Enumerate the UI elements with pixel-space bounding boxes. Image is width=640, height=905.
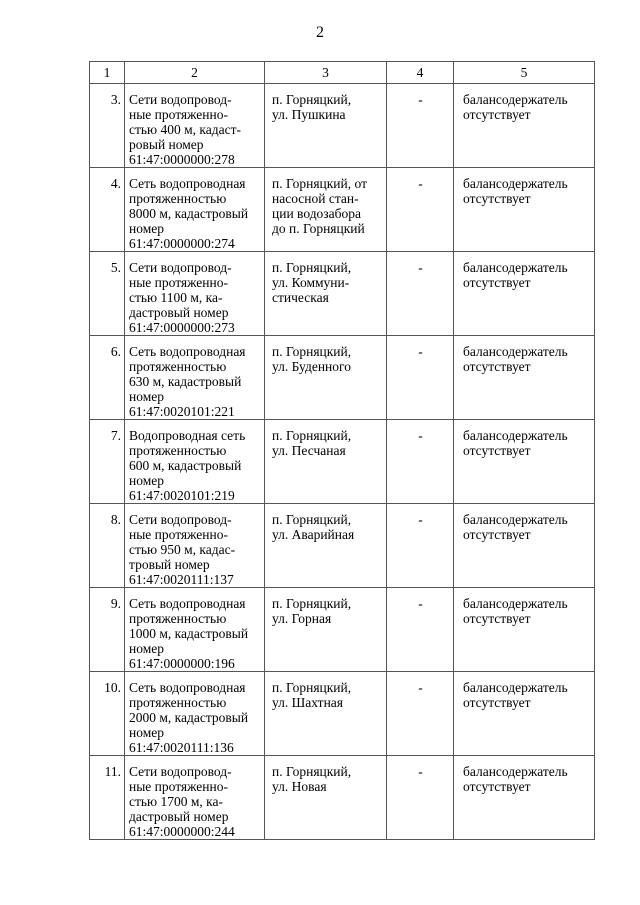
object-description-line: номер xyxy=(129,473,165,488)
column-header: 4 xyxy=(387,62,454,84)
balance-holder-line: балансодержатель xyxy=(463,680,568,695)
object-description-line: 61:47:0000000:244 xyxy=(129,824,235,839)
object-description-line: 630 м, кадастровый xyxy=(129,374,242,389)
balance-holder-line: балансодержатель xyxy=(463,344,568,359)
column-4-value: - xyxy=(387,336,454,420)
object-address-line: п. Горняцкий, xyxy=(272,428,352,443)
balance-holder xyxy=(454,588,595,672)
row-number: 4. xyxy=(90,168,125,252)
column-header: 3 xyxy=(265,62,387,84)
balance-holder-line: балансодержатель xyxy=(463,596,568,611)
object-description-line: ные протяженно- xyxy=(129,275,228,290)
object-description xyxy=(125,336,265,420)
object-address-line: п. Горняцкий, xyxy=(272,260,352,275)
object-address-line: насосной стан- xyxy=(272,191,359,206)
balance-holder-line: балансодержатель xyxy=(463,512,568,527)
object-address-line: ул. Пушкина xyxy=(272,107,346,122)
object-description-line: дастровый номер xyxy=(129,809,229,824)
object-description-line: Сеть водопроводная xyxy=(129,680,246,695)
object-description-line: протяженностью xyxy=(129,359,227,374)
column-4-value: - xyxy=(387,84,454,168)
column-header: 1 xyxy=(90,62,125,84)
object-description-line: Сети водопровод- xyxy=(129,92,232,107)
object-address xyxy=(265,588,387,672)
object-description-line: Сеть водопроводная xyxy=(129,176,246,191)
object-address-line: п. Горняцкий, от xyxy=(272,176,367,191)
balance-holder xyxy=(454,756,595,840)
object-address xyxy=(265,84,387,168)
table-row xyxy=(90,420,595,504)
balance-holder-line: балансодержатель xyxy=(463,260,568,275)
object-description-line: протяженностью xyxy=(129,443,227,458)
object-address-line: п. Горняцкий, xyxy=(272,512,352,527)
balance-holder-line: балансодержатель xyxy=(463,176,568,191)
object-address-line: ул. Аварийная xyxy=(272,527,355,542)
row-number: 10. xyxy=(90,672,125,756)
table-row xyxy=(90,756,595,840)
object-description xyxy=(125,252,265,336)
column-4-value: - xyxy=(387,252,454,336)
balance-holder xyxy=(454,336,595,420)
object-address xyxy=(265,168,387,252)
object-description-line: 1000 м, кадастровый xyxy=(129,626,249,641)
column-header: 5 xyxy=(454,62,595,84)
row-number: 5. xyxy=(90,252,125,336)
object-description-line: ные протяженно- xyxy=(129,779,228,794)
object-description-line: 2000 м, кадастровый xyxy=(129,710,249,725)
object-description-line: 61:47:0000000:196 xyxy=(129,656,235,671)
row-number: 7. xyxy=(90,420,125,504)
balance-holder-line: балансодержатель xyxy=(463,764,568,779)
object-description-line: 61:47:0020111:136 xyxy=(129,740,234,755)
object-description-line: 600 м, кадастровый xyxy=(129,458,242,473)
object-description-line: 61:47:0020101:221 xyxy=(129,404,235,419)
balance-holder xyxy=(454,168,595,252)
column-4-value: - xyxy=(387,672,454,756)
object-description-line: протяженностью xyxy=(129,695,227,710)
object-address-line: ции водозабора xyxy=(272,206,361,221)
column-4-value: - xyxy=(387,756,454,840)
object-description-line: номер xyxy=(129,725,165,740)
row-number: 8. xyxy=(90,504,125,588)
object-address-line: п. Горняцкий, xyxy=(272,596,352,611)
object-description xyxy=(125,420,265,504)
object-description-line: ные протяженно- xyxy=(129,107,228,122)
balance-holder xyxy=(454,252,595,336)
object-address-line: ул. Буденного xyxy=(272,359,351,374)
object-description xyxy=(125,168,265,252)
balance-holder-line: отсутствует xyxy=(463,443,531,458)
balance-holder-line: балансодержатель xyxy=(463,428,568,443)
object-address-line: п. Горняцкий, xyxy=(272,680,352,695)
table-row xyxy=(90,504,595,588)
page-number: 2 xyxy=(316,24,324,41)
object-address-line: ул. Горная xyxy=(272,611,332,626)
object-description-line: 61:47:0000000:273 xyxy=(129,320,235,335)
object-address-line: ул. Шахтная xyxy=(272,695,343,710)
table-row xyxy=(90,252,595,336)
object-description-line: Сеть водопроводная xyxy=(129,596,246,611)
balance-holder xyxy=(454,504,595,588)
column-4-value: - xyxy=(387,168,454,252)
object-description-line: стью 400 м, кадаст- xyxy=(129,122,242,137)
object-address xyxy=(265,252,387,336)
balance-holder-line: отсутствует xyxy=(463,695,531,710)
balance-holder xyxy=(454,420,595,504)
balance-holder-line: отсутствует xyxy=(463,359,531,374)
object-address-line: ул. Песчаная xyxy=(272,443,346,458)
object-description-line: дастровый номер xyxy=(129,305,229,320)
object-description-line: стью 1100 м, ка- xyxy=(129,290,223,305)
table-row xyxy=(90,84,595,168)
object-description-line: тровый номер xyxy=(129,557,210,572)
table-row xyxy=(90,336,595,420)
object-description xyxy=(125,756,265,840)
object-description-line: Сети водопровод- xyxy=(129,512,232,527)
table-row xyxy=(90,168,595,252)
object-description-line: Сети водопровод- xyxy=(129,764,232,779)
object-description-line: 8000 м, кадастровый xyxy=(129,206,249,221)
table-row xyxy=(90,588,595,672)
balance-holder-line: отсутствует xyxy=(463,527,531,542)
object-description-line: номер xyxy=(129,641,165,656)
balance-holder-line: отсутствует xyxy=(463,611,531,626)
object-description xyxy=(125,84,265,168)
object-address xyxy=(265,420,387,504)
object-description-line: стью 950 м, кадас- xyxy=(129,542,236,557)
object-description xyxy=(125,672,265,756)
object-description-line: Водопроводная сеть xyxy=(129,428,246,443)
balance-holder-line: балансодержатель xyxy=(463,92,568,107)
row-number: 9. xyxy=(90,588,125,672)
object-address-line: стическая xyxy=(272,290,329,305)
row-number: 11. xyxy=(90,756,125,840)
object-address xyxy=(265,756,387,840)
object-description-line: 61:47:0000000:274 xyxy=(129,236,235,251)
registry-table xyxy=(89,61,595,840)
column-header: 2 xyxy=(125,62,265,84)
object-address-line: п. Горняцкий, xyxy=(272,764,352,779)
object-address-line: до п. Горняцкий xyxy=(272,221,365,236)
object-description xyxy=(125,588,265,672)
column-4-value: - xyxy=(387,420,454,504)
object-description-line: 61:47:0000000:278 xyxy=(129,152,235,167)
object-description-line: Сеть водопроводная xyxy=(129,344,246,359)
row-number: 6. xyxy=(90,336,125,420)
column-4-value: - xyxy=(387,588,454,672)
object-description-line: протяженностью xyxy=(129,611,227,626)
balance-holder-line: отсутствует xyxy=(463,107,531,122)
object-address xyxy=(265,672,387,756)
object-description-line: 61:47:0020101:219 xyxy=(129,488,235,503)
object-description-line: 61:47:0020111:137 xyxy=(129,572,234,587)
object-address-line: п. Горняцкий, xyxy=(272,344,352,359)
balance-holder xyxy=(454,672,595,756)
table-row xyxy=(90,672,595,756)
object-description-line: ровый номер xyxy=(129,137,204,152)
object-description-line: номер xyxy=(129,221,165,236)
object-description-line: номер xyxy=(129,389,165,404)
object-address-line: ул. Новая xyxy=(272,779,327,794)
object-address xyxy=(265,504,387,588)
object-description-line: ные протяженно- xyxy=(129,527,228,542)
header-row xyxy=(90,62,595,84)
object-address-line: п. Горняцкий, xyxy=(272,92,352,107)
object-description xyxy=(125,504,265,588)
row-number: 3. xyxy=(90,84,125,168)
column-4-value: - xyxy=(387,504,454,588)
object-description-line: Сети водопровод- xyxy=(129,260,232,275)
balance-holder-line: отсутствует xyxy=(463,191,531,206)
balance-holder-line: отсутствует xyxy=(463,779,531,794)
object-description-line: протяженностью xyxy=(129,191,227,206)
object-description-line: стью 1700 м, ка- xyxy=(129,794,224,809)
object-address xyxy=(265,336,387,420)
balance-holder-line: отсутствует xyxy=(463,275,531,290)
object-address-line: ул. Коммуни- xyxy=(272,275,350,290)
balance-holder xyxy=(454,84,595,168)
